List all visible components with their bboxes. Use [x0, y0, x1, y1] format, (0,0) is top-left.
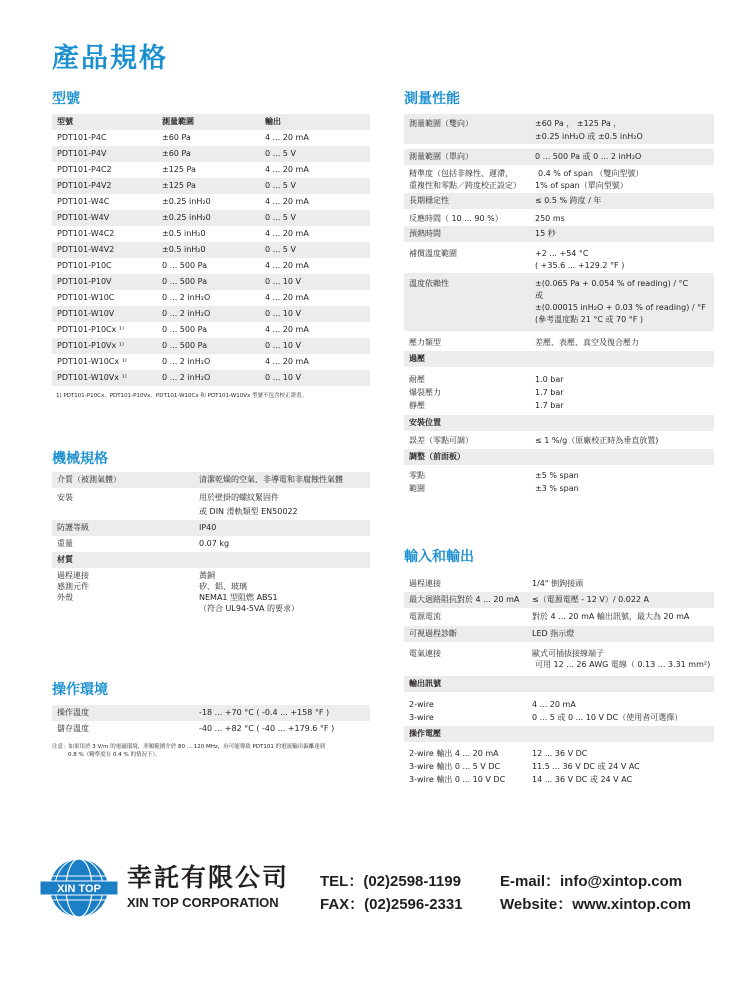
output-cell: 0 ... 10 V — [265, 373, 301, 382]
material-value: （符合 UL94-5VA 的要求） — [199, 604, 299, 613]
output-cell: 4 ... 20 mA — [265, 229, 309, 238]
range-cell: 0 ... 500 Pa — [162, 325, 207, 334]
model-cell: PDT101-P10Cx ¹⁾ — [57, 325, 125, 334]
io-connection-label: 過程連接 — [409, 579, 441, 588]
model-cell: PDT101-P4C — [57, 133, 107, 142]
table-row — [52, 178, 370, 194]
table-row — [52, 242, 370, 258]
tdep-row — [404, 273, 714, 331]
mounting-label: 安裝 — [57, 493, 73, 502]
output-cell: 4 ... 20 mA — [265, 197, 309, 206]
mounting-value-2: 或 DIN 滑軌類型 EN50022 — [199, 507, 298, 516]
io-connection-value: 1/4" 倒鉤接頭 — [532, 579, 584, 588]
io-loop-row — [404, 592, 714, 608]
op-value: 1.7 bar — [535, 388, 564, 397]
globe-icon — [40, 858, 118, 920]
voltage-heading-row — [404, 726, 714, 742]
performance-table — [404, 114, 714, 499]
io-current-row — [404, 608, 714, 626]
tdep-value-3: ±(0.00015 inH₂O + 0.03 % of reading) / °F — [535, 303, 706, 312]
response-row — [404, 209, 714, 226]
range-cell: ±125 Pa — [162, 165, 196, 174]
table-row — [52, 258, 370, 274]
range-cell: 0 ... 2 inH₂O — [162, 357, 211, 366]
adjust-label: 範圍 — [409, 484, 425, 493]
company-logo — [40, 858, 118, 920]
model-cell: PDT101-P10Vx ¹⁾ — [57, 341, 124, 350]
model-heading: 型號 — [52, 91, 80, 107]
ptype-row — [404, 335, 714, 351]
io-loop-label: 最大迴路阻抗對於 4 ... 20 mA — [409, 595, 520, 604]
tcomp-label: 補償溫度範圍 — [409, 249, 457, 258]
warmup-row — [404, 226, 714, 242]
accuracy-value-1: 0.4 % of span （雙向型號） — [538, 169, 644, 178]
table-row — [52, 290, 370, 306]
range-bi-label: 測量範圍（雙向） — [409, 119, 473, 128]
environment-note-1: 注意：如果用於 3 V/m 的電磁環境，率頻範圍介於 80 ... 120 MHz，有可能導致 PDT101 的電流輸出偏離達到 — [52, 744, 326, 750]
table-row — [52, 274, 370, 290]
overpressure-block — [404, 367, 714, 415]
output-block — [404, 692, 714, 726]
range-cell: ±0.5 inH₂0 — [162, 245, 206, 254]
response-label: 反應時間（ 10 ... 90 %） — [409, 214, 503, 223]
company-name-cn: 幸託有限公司 — [127, 863, 290, 892]
output-cell: 4 ... 20 mA — [265, 293, 309, 302]
material-label: 過程連接 — [57, 571, 89, 580]
output-heading-row — [404, 676, 714, 692]
model-footnote: 1) PDT101-P10Cx、PDT101-P10Vx、PDT101-W10Cx 和 PDT101-W10Vx 型號不包含校正證書。 — [56, 393, 307, 399]
tel: TEL：(02)2598-1199 — [320, 873, 461, 890]
accuracy-label-2: 重複性和零點／跨度校正設定） — [409, 181, 521, 190]
output-heading: 輸出訊號 — [409, 679, 441, 688]
op-temp-value: -18 ... +70 °C ( -0.4 ... +158 °F ) — [199, 708, 330, 717]
op-label: 耐壓 — [409, 375, 425, 384]
io-current-label: 電源電流 — [409, 612, 441, 621]
ip-row — [52, 520, 370, 536]
table-row — [52, 226, 370, 242]
material-heading: 材質 — [57, 555, 73, 564]
range-cell: ±125 Pa — [162, 181, 196, 190]
io-loop-value: ≤（電源電壓 - 12 V）/ 0.022 A — [532, 595, 650, 604]
op-temp-row — [52, 705, 370, 721]
voltage-heading: 操作電壓 — [409, 729, 441, 738]
logo-text: XIN TOP — [57, 883, 101, 895]
table-row — [52, 162, 370, 178]
range-cell: 0 ... 2 inH₂O — [162, 373, 211, 382]
model-cell: PDT101-P4C2 — [57, 165, 112, 174]
range-cell: ±60 Pa — [162, 149, 191, 158]
io-led-row — [404, 626, 714, 642]
stability-value: ≤ 0.5 % 跨度 / 年 — [535, 196, 602, 205]
io-led-label: 可視過程診斷 — [409, 629, 457, 638]
mount-heading: 安裝位置 — [409, 418, 441, 427]
range-cell: 0 ... 500 Pa — [162, 341, 207, 350]
io-heading: 輸入和輸出 — [404, 549, 474, 565]
op-value: 1.0 bar — [535, 375, 564, 384]
io-table — [404, 576, 714, 788]
io-elec-value-1: 歐式可插拔接線端子 — [532, 649, 604, 658]
ptype-value: 差壓、表壓、真空及復合壓力 — [535, 338, 639, 347]
material-label: 感測元件 — [57, 582, 89, 591]
mechanical-heading: 機械規格 — [52, 451, 108, 467]
output-cell: 0 ... 10 V — [265, 309, 301, 318]
output-label: 2-wire — [409, 700, 434, 709]
adjust-value: ±5 % span — [535, 471, 579, 480]
voltage-value: 12 ... 36 V DC — [532, 749, 588, 758]
output-cell: 0 ... 5 V — [265, 245, 296, 254]
ip-value: IP40 — [199, 523, 217, 532]
material-value: NEMA1 型阻燃 ABS1 — [199, 593, 278, 602]
weight-row — [52, 536, 370, 552]
range-uni-value: 0 ... 500 Pa 或 0 ... 2 inH₂O — [535, 152, 642, 161]
ptype-label: 壓力類型 — [409, 338, 441, 347]
op-value: 1.7 bar — [535, 401, 564, 410]
model-cell: PDT101-P4V2 — [57, 181, 112, 190]
model-table-header — [52, 114, 370, 130]
mount-label: 誤差（零點可調） — [409, 436, 473, 445]
table-row — [52, 194, 370, 210]
range-cell: ±0.25 inH₂0 — [162, 197, 211, 206]
mount-row — [404, 431, 714, 449]
col-model: 型號 — [57, 117, 73, 126]
output-cell: 4 ... 20 mA — [265, 133, 309, 142]
col-output: 輸出 — [265, 117, 281, 126]
material-heading-row — [52, 552, 370, 568]
output-cell: 4 ... 20 mA — [265, 325, 309, 334]
accuracy-label-1: 精準度（包括非線性、遲滯， — [409, 169, 513, 178]
model-cell: PDT101-W10Vx ¹⁾ — [57, 373, 127, 382]
fax: FAX：(02)2596-2331 — [320, 896, 463, 913]
table-row — [52, 146, 370, 162]
io-elec-row — [404, 642, 714, 672]
overpressure-heading-row — [404, 351, 714, 367]
model-cell: PDT101-W4V — [57, 213, 110, 222]
col-range: 測量範圍 — [162, 117, 194, 126]
model-cell: PDT101-W10V — [57, 309, 115, 318]
material-block — [52, 568, 370, 626]
tcomp-value-1: +2 ... +54 °C — [535, 249, 589, 258]
output-label: 3-wire — [409, 713, 434, 722]
adjust-value: ±3 % span — [535, 484, 579, 493]
adjust-block — [404, 465, 714, 499]
output-cell: 0 ... 5 V — [265, 213, 296, 222]
tdep-value-2: 或 — [535, 291, 543, 300]
output-cell: 4 ... 20 mA — [265, 357, 309, 366]
model-cell: PDT101-W4C — [57, 197, 110, 206]
tcomp-value-2: ( +35.6 ... +129.2 °F ) — [535, 261, 625, 270]
voltage-value: 14 ... 36 V DC 或 24 V AC — [532, 775, 633, 784]
table-row — [52, 338, 370, 354]
adjust-heading-row — [404, 449, 714, 465]
voltage-label: 3-wire 輸出 0 ... 5 V DC — [409, 762, 501, 771]
storage-temp-row — [52, 721, 370, 737]
range-bi-value-1: ±60 Pa ， ±125 Pa ， — [535, 119, 622, 128]
adjust-heading: 調整（前面板） — [409, 452, 465, 461]
logo-ring-text: WORLD W E SERVICE — [48, 902, 110, 920]
range-cell: ±60 Pa — [162, 133, 191, 142]
output-cell: 0 ... 5 V — [265, 149, 296, 158]
table-row — [52, 354, 370, 370]
io-led-value: LED 指示燈 — [532, 629, 575, 638]
range-cell: 0 ... 2 inH₂O — [162, 293, 211, 302]
model-cell: PDT101-W4V2 — [57, 245, 115, 254]
material-value: 矽、鋁、玻璃 — [199, 582, 247, 591]
op-label: 靜壓 — [409, 401, 425, 410]
model-cell: PDT101-P10C — [57, 261, 112, 270]
performance-heading: 測量性能 — [404, 91, 460, 107]
output-value: 4 ... 20 mA — [532, 700, 576, 709]
model-cell: PDT101-P4V — [57, 149, 107, 158]
warmup-value: 15 秒 — [535, 229, 556, 238]
range-cell: 0 ... 2 inH₂O — [162, 309, 211, 318]
overpressure-heading: 過壓 — [409, 354, 425, 363]
table-row — [52, 322, 370, 338]
voltage-label: 2-wire 輸出 4 ... 20 mA — [409, 749, 499, 758]
output-cell: 4 ... 20 mA — [265, 165, 309, 174]
accuracy-row — [404, 165, 714, 193]
range-uni-row — [404, 149, 714, 165]
environment-note-2: 0.8 %（精準度在 0.4 % 的情況下）。 — [68, 752, 161, 758]
op-temp-label: 操作溫度 — [57, 708, 89, 717]
stability-label: 長期穩定性 — [409, 196, 449, 205]
model-cell: PDT101-W4C2 — [57, 229, 115, 238]
storage-temp-label: 儲存溫度 — [57, 724, 89, 733]
range-cell: 0 ... 500 Pa — [162, 261, 207, 270]
mounting-value-1: 用於壁掛的螺紋緊固件 — [199, 493, 279, 502]
mount-value: ≤ 1 %/g（原廠校正時為垂直放置) — [535, 436, 659, 445]
io-current-value: 對於 4 ... 20 mA 輸出訊號，最大為 20 mA — [532, 612, 690, 621]
model-cell: PDT101-W10C — [57, 293, 115, 302]
table-row — [52, 130, 370, 146]
voltage-value: 11.5 ... 36 V DC 或 24 V AC — [532, 762, 640, 771]
range-cell: ±0.5 inH₂0 — [162, 229, 206, 238]
output-cell: 0 ... 10 V — [265, 277, 301, 286]
medium-row — [52, 472, 370, 488]
response-value: 250 ms — [535, 214, 565, 223]
model-cell: PDT101-P10V — [57, 277, 112, 286]
output-cell: 0 ... 10 V — [265, 341, 301, 350]
io-elec-label: 電氣連接 — [409, 649, 441, 658]
website-link[interactable]: Website：www.xintop.com — [500, 896, 691, 913]
model-cell: PDT101-W10Cx ¹⁾ — [57, 357, 127, 366]
adjust-label: 零點 — [409, 471, 425, 480]
mechanical-table — [52, 472, 370, 626]
medium-label: 介質（被測氣體） — [57, 475, 121, 484]
range-cell: ±0.25 inH₂0 — [162, 213, 211, 222]
io-elec-value-2: 可用 12 ... 26 AWG 電線（ 0.13 ... 3.31 mm²) — [535, 660, 711, 669]
warmup-label: 預熱時間 — [409, 229, 441, 238]
output-cell: 4 ... 20 mA — [265, 261, 309, 270]
storage-temp-value: -40 ... +82 °C ( -40 ... +179.6 °F ) — [199, 724, 335, 733]
mount-heading-row — [404, 415, 714, 431]
range-uni-label: 測量範圍（單向） — [409, 152, 473, 161]
email-link[interactable]: E-mail：info@xintop.com — [500, 873, 683, 890]
range-bi-value-2: ±0.25 inH₂O 或 ±0.5 inH₂O — [535, 132, 643, 141]
output-value: 0 ... 5 或 0 ... 10 V DC（使用者可選擇） — [532, 713, 683, 722]
ip-label: 防護等級 — [57, 523, 89, 532]
tcomp-row — [404, 242, 714, 273]
page-title: 產品規格 — [52, 43, 168, 74]
range-bi-row — [404, 114, 714, 144]
io-connection-row — [404, 576, 714, 592]
tdep-value-4: (參考溫度點 21 °C 或 70 °F ) — [535, 315, 644, 324]
voltage-block — [404, 742, 714, 788]
medium-value: 清潔乾燥的空氣、非導電和非腐蝕性氣體 — [199, 475, 343, 484]
weight-label: 重量 — [57, 539, 73, 548]
table-row — [52, 370, 370, 386]
tdep-value-1: ±(0.065 Pa + 0.054 % of reading) / °C — [535, 279, 689, 288]
material-value: 黃銅 — [199, 571, 215, 580]
tdep-label: 溫度依賴性 — [409, 279, 449, 288]
weight-value: 0.07 kg — [199, 539, 230, 548]
environment-table — [52, 705, 370, 737]
voltage-label: 3-wire 輸出 0 ... 10 V DC — [409, 775, 506, 784]
op-label: 爆裂壓力 — [409, 388, 441, 397]
table-row — [52, 306, 370, 322]
stability-row — [404, 193, 714, 209]
environment-heading: 操作環境 — [52, 682, 108, 698]
material-label: 外殼 — [57, 593, 73, 602]
company-name-en: XIN TOP CORPORATION — [127, 895, 279, 910]
range-cell: 0 ... 500 Pa — [162, 277, 207, 286]
accuracy-value-2: 1% of span（單向型號） — [535, 181, 628, 190]
model-table — [52, 114, 370, 386]
output-cell: 0 ... 5 V — [265, 181, 296, 190]
table-row — [52, 210, 370, 226]
mounting-row — [52, 488, 370, 520]
